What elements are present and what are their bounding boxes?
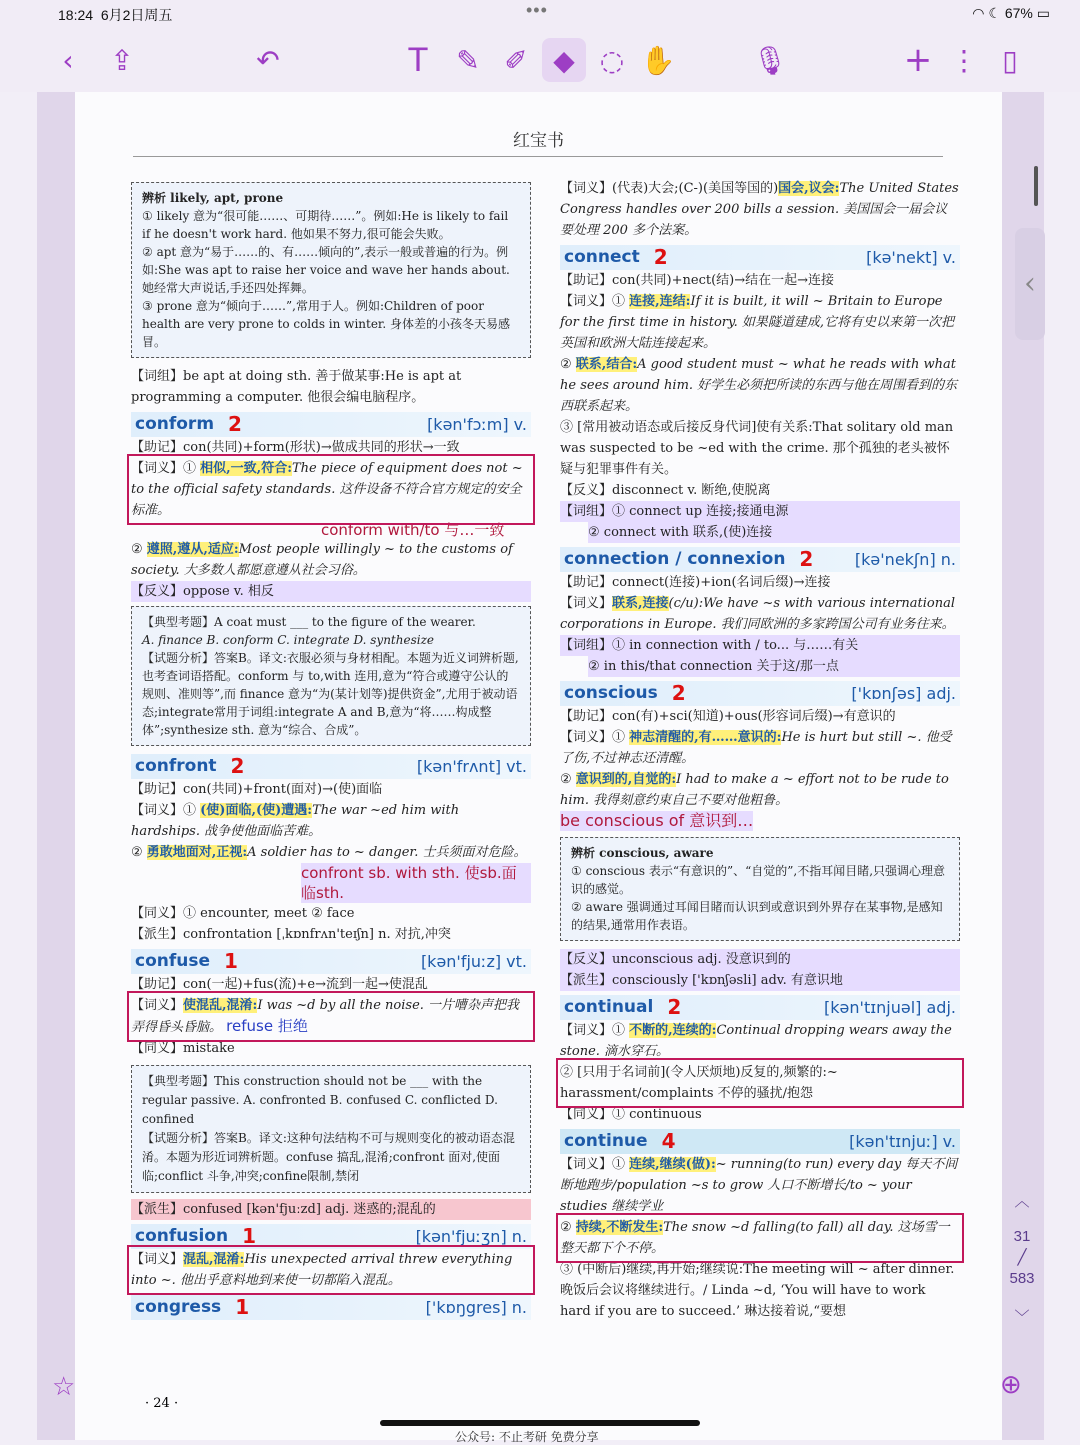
mnemonic: 【助记】con(一起)+fus(流)+e→流到一起→使混乱 xyxy=(131,977,428,992)
box-line: 【典型考题】This construction should not be ___ with the regular passive. A. confronted B. confused C. conflicted D. confined xyxy=(142,1074,498,1126)
headword: conform xyxy=(135,414,215,434)
pronunciation: [kə'nekʃn] n. xyxy=(854,550,956,569)
handwritten-number: 1 xyxy=(242,1224,257,1248)
handwritten-number: 1 xyxy=(235,1295,250,1319)
right-column xyxy=(560,178,960,1322)
wifi-icon: ◠ xyxy=(972,5,985,21)
definition-line: 【词义】联系,连接(c/u):We have ~s with various international corporations in Europe. 我们同欧洲的多家跨国公司有业务往来。 xyxy=(560,596,955,632)
handwritten-note: conform with/to 与…一致 xyxy=(321,521,505,539)
scrollbar[interactable] xyxy=(1034,166,1038,206)
synonym-line: 【同义】① encounter, meet ② face xyxy=(131,906,355,921)
phrase-line: ② in this/that connection 关于这/那一点 xyxy=(588,656,960,677)
book-title: 红宝书 xyxy=(513,131,564,151)
document-page[interactable] xyxy=(75,92,1002,1444)
moon-icon: ☾ xyxy=(988,5,1001,21)
handwritten-note: be conscious of 意识到… xyxy=(560,811,754,830)
headword: connection / connexion xyxy=(564,549,786,569)
page-number: · 24 · xyxy=(145,1396,179,1411)
definition-line: 【词义】① (使)面临,(使)遭遇:The war ~ed him with hardships. 战争使他面临苦难。 xyxy=(131,803,460,839)
handwritten-note: refuse 拒绝 xyxy=(226,1017,308,1035)
text-icon[interactable]: T xyxy=(407,40,429,79)
handwritten-number: 2 xyxy=(671,681,686,705)
microphone-icon[interactable]: 🎙 xyxy=(752,43,788,77)
pen-icon[interactable]: ✎ xyxy=(456,43,480,77)
more-icon[interactable]: ⋮ xyxy=(950,43,978,77)
entry-head-confront xyxy=(131,754,531,779)
entry-head-congress xyxy=(131,1295,531,1320)
box-line: A. finance B. conform C. integrate D. synthesize xyxy=(142,633,435,647)
definition-line: 【词义】① 连续,继续(做):~ running(to run) every day 每天不间断地跑步/population ~s to grow 人口不断增长/to ~ your studies 继续学业 xyxy=(560,1157,958,1214)
entry-head-continual xyxy=(560,995,960,1020)
headword: confuse xyxy=(135,951,211,971)
mnemonic: 【助记】con(共同)+front(面对)→(使)面临 xyxy=(131,782,383,797)
antonym-line: 【反义】disconnect v. 断绝,使脱离 xyxy=(560,483,771,498)
handwritten-number: 2 xyxy=(230,754,245,778)
pronunciation: [kə'nekt] v. xyxy=(866,248,956,267)
definition-line: ② 意识到的,自觉的:I had to make a ~ effort not to be rude to him. 我得刻意约束自己不要对他粗鲁。 xyxy=(560,772,949,808)
app-toolbar xyxy=(0,28,1080,92)
definition-line: 【词义】(代表)大会;(C-)(美国等国的)国会,议会:The United States Congress handles over 200 bills a session. 美国国会一届会议要处理 200 多个法案。 xyxy=(560,181,959,238)
box-line: ② aware 强调通过耳闻目睹而认识到或意识到外界存在某事物,是感知的结果,通常用作表语。 xyxy=(571,900,943,932)
definition-line: 【词义】① 相似,一致,符合:The piece of equipment does not ~ to the official safety standards. 这件设备不符合官方规定的安全标准。 xyxy=(131,458,531,521)
chevron-down-icon[interactable]: ﹀ xyxy=(1014,1309,1030,1326)
current-page: 31 xyxy=(1013,1228,1031,1245)
box-line: 【典型考题】A coat must ___ to the figure of the wearer. xyxy=(142,615,476,629)
definition-line: ② 遵照,遵从,适应:Most people willingly ~ to the customs of society. 大多数人都愿意遵从社会习俗。 xyxy=(131,542,513,578)
eraser-icon[interactable]: ◆ xyxy=(542,38,586,82)
handwritten-number: 2 xyxy=(228,412,242,436)
mnemonic: 【助记】con(共同)+form(形状)→做成共同的形状→一致 xyxy=(131,440,460,455)
handwritten-note: confront sb. with sth. 使sb.面临sth. xyxy=(301,863,531,903)
entry-head-continue xyxy=(560,1129,960,1154)
watermark-text: 公众号: 不止考研 免费分享 xyxy=(455,1430,599,1444)
phrase-line: ② connect with 联系,(使)连接 xyxy=(588,522,960,543)
handwritten-number: 4 xyxy=(661,1129,676,1153)
total-pages: 583 xyxy=(1009,1270,1035,1287)
back-icon[interactable]: ‹ xyxy=(62,43,74,77)
entry-head-connection xyxy=(560,547,960,572)
left-column xyxy=(131,178,531,1320)
handwritten-number: 1 xyxy=(224,949,238,973)
headword: congress xyxy=(135,1297,222,1317)
box-line: ① conscious 表示“有意识的”、“自觉的”,不指耳闻目睹,只强调心理意识的感觉。 xyxy=(571,864,946,896)
derivative-line: 【派生】confrontation [ˌkɒnfrʌn'teɪʃn] n. 对抗,冲突 xyxy=(131,927,451,942)
pronunciation: [kən'fjuːʒn] n. xyxy=(415,1227,527,1246)
definition-line: 【词义】混乱,混淆:His unexpected arrival threw everything into ~. 他出乎意料地到来使一切都陷入混乱。 xyxy=(131,1249,531,1291)
chevron-up-icon[interactable]: ︿ xyxy=(1014,1193,1030,1210)
derivative-line: 【派生】confused [kən'fjuːzd] adj. 迷惑的;混乱的 xyxy=(131,1199,531,1220)
box-line: 【试题分析】答案B。译文:衣服必须与身材相配。本题为近义词辨析题,也考查词语搭配。conform 与 to,with 连用,意为“符合或遵守公认的规则、准则等”,而 finance 意为“为(某计划等)提供资金”,尤用于被动语态;integrate常用于词组:integrate A and B,意为“将……构成整体”;synthesize sth. 意为“综合、合成”。 xyxy=(142,651,519,737)
battery-percent: 67% xyxy=(1004,5,1033,21)
mnemonic: 【助记】connect(连接)+ion(名词后缀)→连接 xyxy=(560,575,831,590)
mnemonic: 【助记】con(有)+sci(知道)+ous(形容词后缀)→有意识的 xyxy=(560,709,896,724)
definition-line: ② 持续,不断发生:The snow ~d falling(to fall) all day. 这场雪一整天都下个不停。 xyxy=(560,1217,960,1259)
analysis-box-likely xyxy=(131,182,531,358)
left-margin xyxy=(37,92,75,1440)
headword: continue xyxy=(564,1131,648,1151)
headword: continual xyxy=(564,997,654,1017)
pronunciation: [kən'fɔːm] v. xyxy=(427,415,527,434)
pronunciation: [kən'fjuːz] vt. xyxy=(420,952,527,971)
definition-line: ③ [常用被动语态或后接反身代词]使有关系:That solitary old man was suspected to be ~ed with the crime. 那个孤独的老头被怀疑与犯罪事件有关。 xyxy=(560,420,954,477)
pronunciation: ['kɒŋgres] n. xyxy=(425,1298,527,1317)
entry-head-confuse xyxy=(131,949,531,974)
box-title: 辨析 conscious, aware xyxy=(571,846,714,860)
headword: confusion xyxy=(135,1226,229,1246)
antonym-line: 【反义】oppose v. 相反 xyxy=(131,581,531,602)
box-title: 辨析 likely, apt, prone xyxy=(142,191,284,205)
pronunciation: [kən'tɪnjuəl] adj. xyxy=(824,998,956,1017)
sidebar-grip-chevron-left-icon[interactable]: ‹ xyxy=(1015,228,1045,340)
pages-icon[interactable]: ▯ xyxy=(1002,43,1018,77)
phrase-entry: 【词组】be apt at doing sth. 善于做某事:He is apt at programming a computer. 他很会编电脑程序。 xyxy=(131,369,462,405)
synonym-line: 【同义】mistake xyxy=(131,1041,235,1056)
page-divider: ╱ xyxy=(1017,1249,1027,1266)
synonym-line: 【同义】① continuous xyxy=(560,1107,702,1122)
headword: confront xyxy=(135,756,217,776)
battery-icon: ▭ xyxy=(1036,5,1050,21)
definition-line: ② [只用于名词前](令人厌烦地)反复的,频繁的:~ harassment/complaints 不停的骚扰/抱怨 xyxy=(560,1062,960,1104)
definition-line: 【词义】① 连接,连结:If it is built, it will ~ Britain to Europe for the first time in history. 如果隧道建成,它将有史以来第一次把英国和欧洲大陆连接起来。 xyxy=(560,294,954,351)
multitask-dots-icon[interactable]: ••• xyxy=(526,0,548,20)
home-indicator[interactable] xyxy=(380,1420,700,1426)
entry-head-conscious xyxy=(560,681,960,706)
handwritten-number: 2 xyxy=(653,245,668,269)
share-icon[interactable]: ⇪ xyxy=(110,43,134,77)
box-line: 【试题分析】答案B。译文:这种句法结构不可与规则变化的被动语态混淆。本题为形近词辨析题。confuse 搞乱,混淆;confront 面对,使面临;conflict 斗争,冲突;confine限制,禁闭 xyxy=(142,1131,515,1183)
entry-head-conform xyxy=(131,412,531,437)
phrase-line: 【词组】① connect up 连接;接通电源 xyxy=(560,501,960,522)
lasso-icon[interactable]: ◌ xyxy=(599,43,625,77)
star-icon[interactable]: ☆ xyxy=(52,1372,76,1402)
entry-head-connect xyxy=(560,245,960,270)
phrase-line: 【词组】① in connection with / to... 与……有关 xyxy=(560,635,960,656)
definition-line: ② 联系,结合:A good student must ~ what he reads with what he sees around him. 好学生必须把所读的东西与他在周围看到的东西联系起来。 xyxy=(560,357,958,414)
box-line: ① likely 意为“很可能……、可期待……”。例如:He is likely to fail if he doesn't work hard. 他如果不努力,很可能会失败。 xyxy=(142,209,509,241)
exam-box-conform xyxy=(131,606,531,746)
shape-icon[interactable]: ✋ xyxy=(640,43,676,77)
mnemonic: 【助记】con(共同)+nect(结)→结在一起→连接 xyxy=(560,273,835,288)
exam-box-confuse xyxy=(131,1065,531,1193)
handwritten-number: 2 xyxy=(799,547,814,571)
headword: conscious xyxy=(564,683,658,703)
pronunciation: [kən'frʌnt] vt. xyxy=(416,757,527,776)
box-line: ③ prone 意为“倾向于……”,常用于人。例如:Children of poor health are very prone to colds in winter. 身体差的小孩冬天易感冒。 xyxy=(142,299,510,349)
analysis-box-conscious xyxy=(560,837,960,941)
add-icon[interactable]: + xyxy=(903,40,933,80)
entry-head-confusion xyxy=(131,1224,531,1249)
antonym-line: 【反义】unconscious adj. 没意识到的 xyxy=(560,949,960,970)
status-right xyxy=(972,5,1050,22)
box-line: ② apt 意为“易于……的、有……倾向的”,表示一般或普遍的行为。例如:She was apt to raise her voice and wave her hands about. 她经常大声说话,手还四处挥舞。 xyxy=(142,245,510,295)
definition-line: ② 勇敢地面对,正视:A soldier has to ~ danger. 士兵须面对危险。 xyxy=(131,845,527,860)
definition-line: 【词义】① 神志清醒的,有……意识的:He is hurt but still ~. 他受了伤,不过神志还清醒。 xyxy=(560,730,952,766)
pronunciation: [kən'tɪnjuː] v. xyxy=(849,1132,956,1151)
pronunciation: ['kɒnʃəs] adj. xyxy=(851,684,956,703)
handwritten-number: 2 xyxy=(667,995,682,1019)
headword: connect xyxy=(564,247,640,267)
derivative-line: 【派生】consciously ['kɒnʃəsli] adv. 有意识地 xyxy=(560,970,960,991)
status-bar xyxy=(0,0,1080,28)
header-rule xyxy=(133,156,943,157)
status-time: 18:24 6月2日周五 xyxy=(58,7,173,23)
zoom-in-icon[interactable]: ⊕ xyxy=(1000,1370,1022,1400)
definition-line: 【词义】使混乱,混淆:I was ~d by all the noise. 一片嘈杂声把我弄得昏头昏脑。 refuse 拒绝 xyxy=(131,995,531,1038)
definition-line: 【词义】① 不断的,连续的:Continual dropping wears away the stone. 滴水穿石。 xyxy=(560,1023,952,1059)
highlighter-icon[interactable]: ✐ xyxy=(504,43,528,77)
undo-icon[interactable]: ↶ xyxy=(256,43,280,77)
definition-line: ③ (中断后)继续,再开始;继续说:The meeting will ~ after dinner. 晚饭后会议将继续进行。/ Linda ~d, ‘You will have to work hard if you are to succeed.’ 琳达接着说,“要想 xyxy=(560,1262,955,1319)
